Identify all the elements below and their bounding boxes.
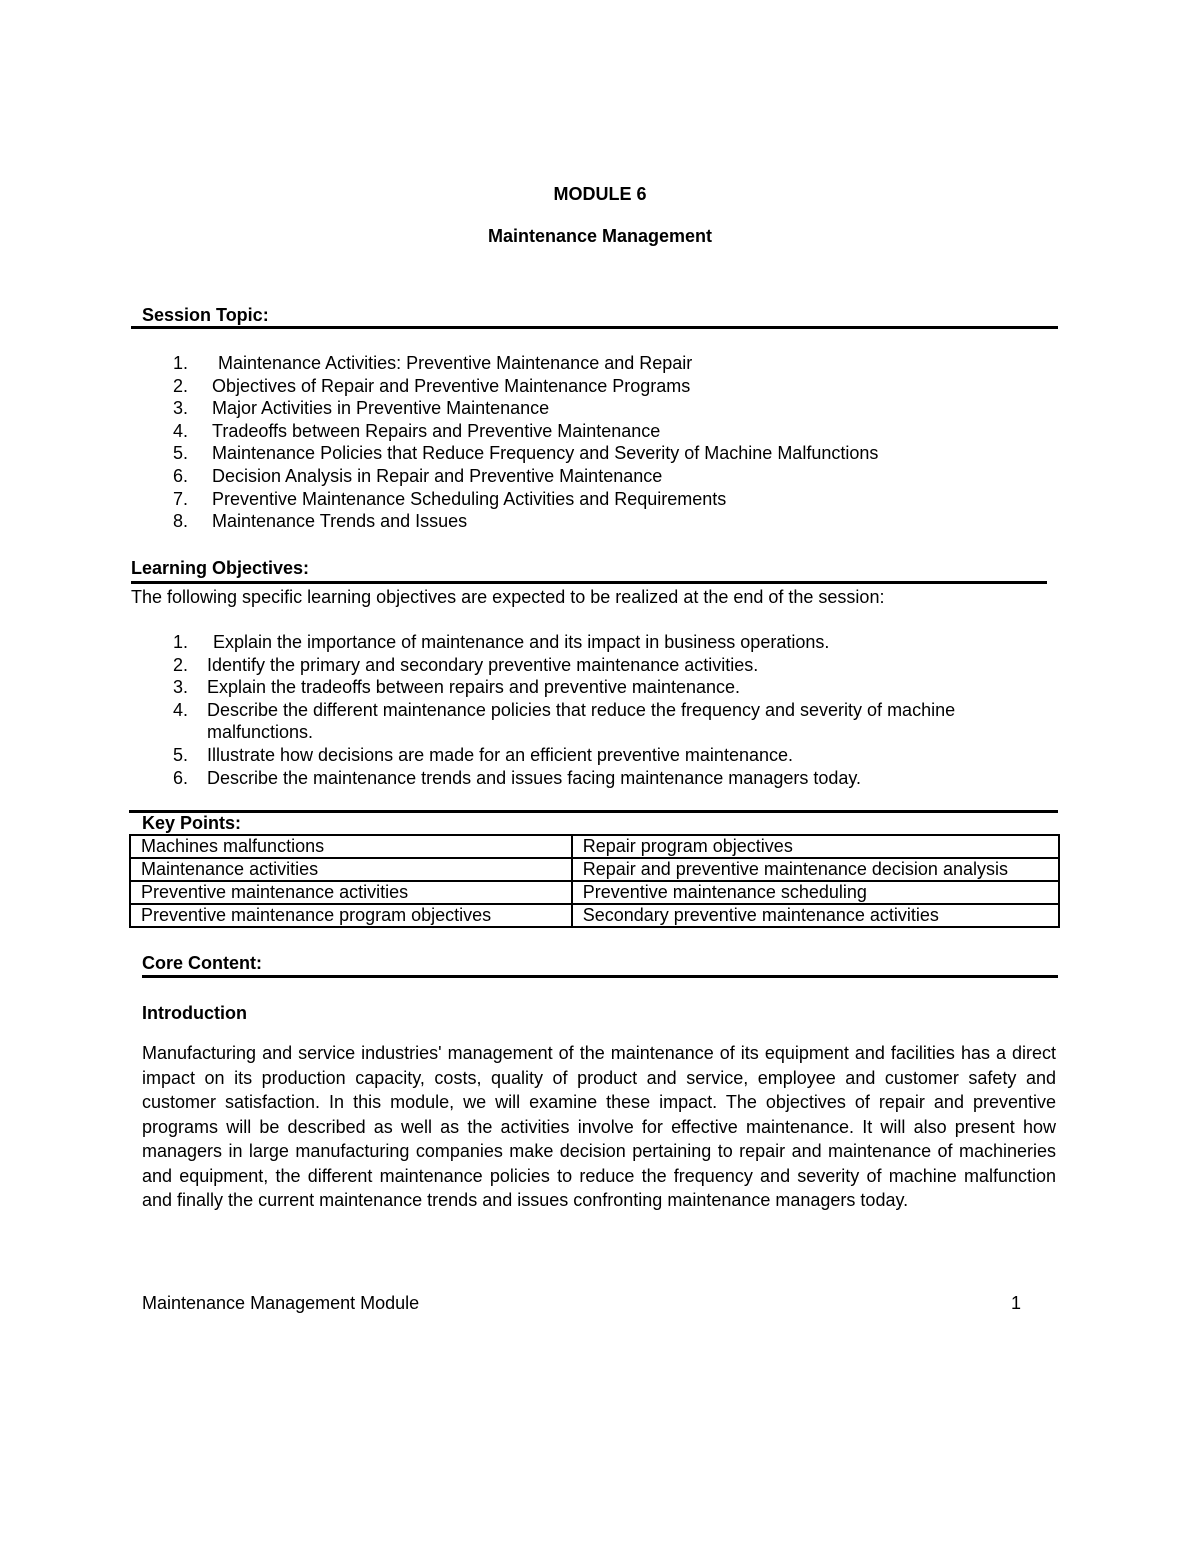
- learning-objectives-intro: The following specific learning objectives are expected to be realized at the end of the session:: [131, 587, 885, 607]
- list-item: [173, 676, 1033, 699]
- list-item: [173, 488, 1053, 511]
- footer-title: Maintenance Management Module: [142, 1293, 420, 1313]
- list-item-text: Maintenance Activities: Preventive Maintenance and Repair: [218, 353, 693, 373]
- list-item-text: Major Activities in Preventive Maintenance: [212, 398, 550, 419]
- table-cell: Repair program objectives: [572, 835, 1059, 858]
- table-cell: Preventive maintenance scheduling: [572, 881, 1059, 904]
- module-number: MODULE 6: [553, 184, 647, 204]
- list-item-number: 7.: [173, 488, 189, 509]
- list-item-number: 6.: [173, 767, 189, 788]
- list-item-text: Identify the primary and secondary preventive maintenance activities.: [207, 654, 759, 675]
- list-item-number: 4.: [173, 699, 189, 720]
- table-cell: Repair and preventive maintenance decision analysis: [572, 858, 1059, 881]
- list-item-text: Explain the importance of maintenance and its impact in business operations.: [213, 632, 830, 652]
- key-points-rule: [129, 810, 1058, 813]
- introduction-heading: Introduction: [142, 1003, 247, 1023]
- list-item-text: Objectives of Repair and Preventive Maintenance Programs: [212, 375, 691, 396]
- learning-objectives-rule: [131, 581, 1047, 584]
- list-item-text: Preventive Maintenance Scheduling Activities and Requirements: [212, 488, 727, 509]
- learning-objectives-heading: Learning Objectives:: [131, 558, 310, 578]
- table-cell: Machines malfunctions: [130, 835, 572, 858]
- core-content-heading: Core Content:: [142, 953, 262, 973]
- list-item-number: 8.: [173, 511, 189, 532]
- module-title: Maintenance Management: [487, 226, 713, 246]
- table-cell: Maintenance activities: [130, 858, 572, 881]
- list-item-text: Describe the maintenance trends and issues facing maintenance managers today.: [207, 767, 862, 788]
- list-item-number: 5.: [173, 744, 189, 765]
- list-item: [173, 352, 1053, 375]
- list-item: [173, 744, 1033, 767]
- list-item-number: 4.: [173, 420, 189, 441]
- list-item-number: 2.: [173, 654, 189, 675]
- list-item-text: Tradeoffs between Repairs and Preventive Maintenance: [212, 420, 661, 441]
- list-item-number: 6.: [173, 465, 189, 486]
- list-item-number: 2.: [173, 375, 189, 396]
- list-item: [173, 442, 1053, 465]
- list-item-text: Illustrate how decisions are made for an efficient preventive maintenance.: [207, 744, 793, 765]
- list-item: [173, 510, 1053, 533]
- list-item: [173, 631, 1033, 654]
- table-cell: Preventive maintenance program objectives: [130, 904, 572, 927]
- list-item: [173, 375, 1053, 398]
- table-row: [130, 858, 1059, 881]
- introduction-paragraph: Manufacturing and service industries' management of the maintenance of its equipment and facilities has a direct impact on its production capacity, costs, quality of product and service, employee and customer safety and customer satisfaction. In this module, we will examine these impact. The objectives of repair and preventive programs will be described as well as the activities involve for effective maintenance. It will also present how managers in large manufacturing companies make decision pertaining to repair and maintenance of machineries and equipment, the different maintenance policies to reduce the frequency and severity of machine malfunction and finally the current maintenance trends and issues confronting maintenance managers today.: [142, 1043, 1056, 1210]
- table-row: [130, 904, 1059, 927]
- list-item: [173, 397, 1053, 420]
- session-topic-heading: Session Topic:: [142, 305, 269, 325]
- list-item-number: 1.: [173, 632, 189, 652]
- table-row: [130, 835, 1059, 858]
- list-item-number: 3.: [173, 677, 189, 698]
- table-cell: Preventive maintenance activities: [130, 881, 572, 904]
- list-item: [173, 420, 1053, 443]
- list-item-number: 3.: [173, 398, 189, 419]
- list-item: [173, 767, 1033, 790]
- core-content-rule: [142, 975, 1058, 978]
- table-row: [130, 881, 1059, 904]
- list-item-text: Maintenance Trends and Issues: [212, 511, 468, 532]
- page-number: 1: [1011, 1293, 1022, 1313]
- list-item-text: Explain the tradeoffs between repairs and preventive maintenance.: [207, 677, 741, 698]
- session-topic-rule: [131, 326, 1058, 329]
- list-item-text: Decision Analysis in Repair and Preventive Maintenance: [212, 465, 663, 486]
- key-points-heading: Key Points:: [142, 813, 242, 833]
- session-topic-list: [173, 352, 1053, 533]
- list-item-text: Maintenance Policies that Reduce Frequency and Severity of Machine Malfunctions: [212, 443, 879, 464]
- list-item: [173, 465, 1053, 488]
- list-item-text: Describe the different maintenance policies that reduce the frequency and severity of machine malfunctions.: [207, 699, 956, 743]
- list-item: [173, 654, 1033, 677]
- list-item-number: 1.: [173, 353, 189, 373]
- list-item-number: 5.: [173, 443, 189, 464]
- key-points-table: [129, 834, 1060, 928]
- learning-objectives-list: [173, 631, 1033, 789]
- list-item: [173, 699, 1033, 744]
- table-cell: Secondary preventive maintenance activities: [572, 904, 1059, 927]
